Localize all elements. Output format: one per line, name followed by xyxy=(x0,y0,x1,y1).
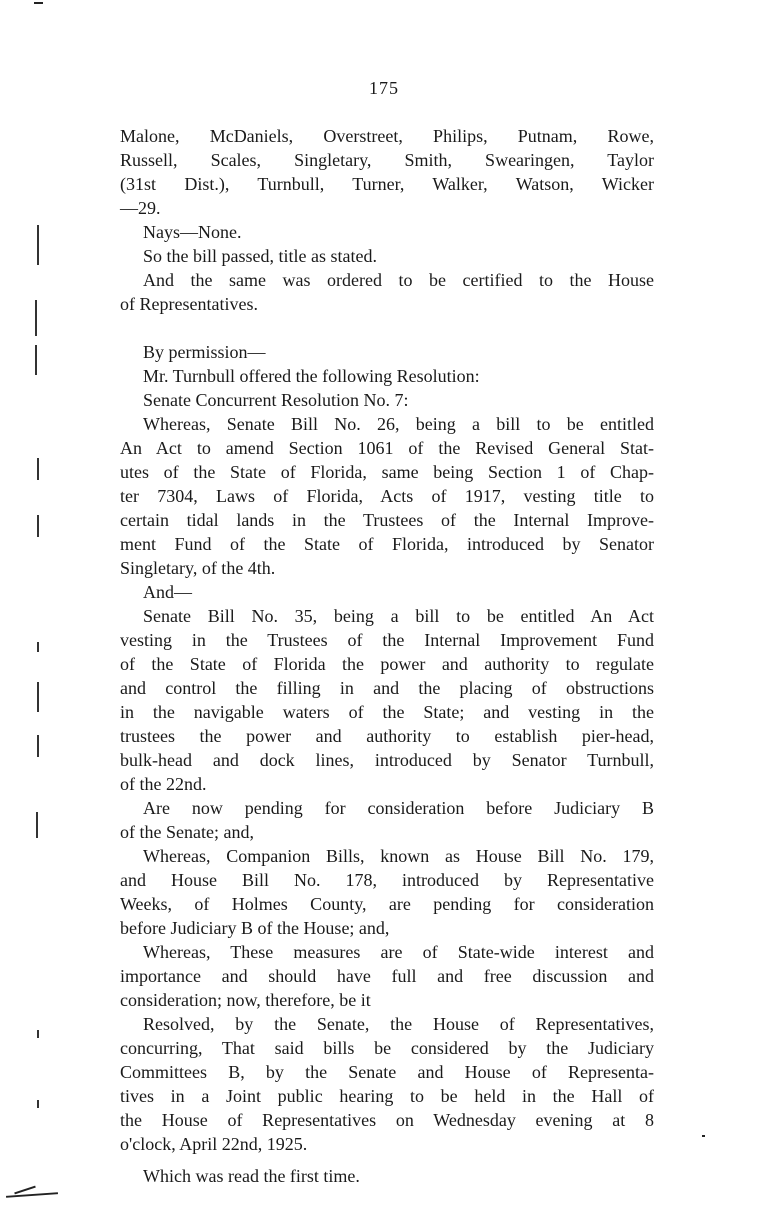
margin-line-mark xyxy=(35,300,37,336)
body-line: Senate Concurrent Resolution No. 7: xyxy=(143,390,409,410)
body-line: of the 22nd. xyxy=(120,774,207,794)
body-line: of the State of Florida the power and authority to regulate xyxy=(120,654,654,674)
body-line: —29. xyxy=(120,198,161,218)
body-line: Nays—None. xyxy=(143,222,242,242)
body-line: o'clock, April 22nd, 1925. xyxy=(120,1134,308,1154)
body-line: and House Bill No. 178, introduced by Representative xyxy=(120,870,654,890)
body-line: Are now pending for consideration before Judiciary B xyxy=(143,798,654,818)
body-line: Whereas, Companion Bills, known as House Bill No. 179, xyxy=(143,846,654,866)
margin-line-mark xyxy=(37,642,39,652)
body-line: concurring, That said bills be considered by the Judiciary xyxy=(120,1038,654,1058)
body-line: Which was read the first time. xyxy=(143,1166,360,1186)
body-line: ment Fund of the State of Florida, introduced by Senator xyxy=(120,534,654,554)
body-line: Mr. Turnbull offered the following Resolution: xyxy=(143,366,480,386)
margin-line-mark xyxy=(37,682,39,712)
body-line: So the bill passed, title as stated. xyxy=(143,246,377,266)
body-line: consideration; now, therefore, be it xyxy=(120,990,371,1010)
body-line: And the same was ordered to be certified to the House xyxy=(143,270,654,290)
margin-line-mark xyxy=(37,458,39,480)
body-line: vesting in the Trustees of the Internal Improvement Fund xyxy=(120,630,654,650)
body-line: utes of the State of Florida, same being Section 1 of Chap- xyxy=(120,462,654,482)
margin-line-mark xyxy=(37,225,39,265)
page-number: 175 xyxy=(369,78,399,98)
body-line: (31st Dist.), Turnbull, Turner, Walker, Watson, Wicker xyxy=(120,174,654,194)
body-line: bulk-head and dock lines, introduced by Senator Turnbull, xyxy=(120,750,654,770)
margin-line-mark xyxy=(37,515,39,537)
body-line: Malone, McDaniels, Overstreet, Philips, Putnam, Rowe, xyxy=(120,126,654,146)
body-line: Senate Bill No. 35, being a bill to be entitled An Act xyxy=(143,606,654,626)
body-line: tives in a Joint public hearing to be held in the Hall of xyxy=(120,1086,654,1106)
body-line: Singletary, of the 4th. xyxy=(120,558,276,578)
body-line: By permission— xyxy=(143,342,266,362)
body-line: importance and should have full and free discussion and xyxy=(120,966,654,986)
page-body xyxy=(120,124,654,1188)
body-line: And— xyxy=(143,582,192,602)
body-line: Resolved, by the Senate, the House of Representatives, xyxy=(143,1014,654,1034)
body-line: and control the filling in and the placing of obstructions xyxy=(120,678,654,698)
body-line: Whereas, These measures are of State-wide interest and xyxy=(143,942,654,962)
body-line: trustees the power and authority to establish pier-head, xyxy=(120,726,654,746)
corner-dash-mark xyxy=(34,2,43,4)
body-line: of the Senate; and, xyxy=(120,822,254,842)
margin-line-mark xyxy=(37,735,39,757)
body-line: ter 7304, Laws of Florida, Acts of 1917, vesting title to xyxy=(120,486,654,506)
margin-line-mark xyxy=(35,345,37,375)
body-line: Russell, Scales, Singletary, Smith, Swearingen, Taylor xyxy=(120,150,654,170)
body-line: certain tidal lands in the Trustees of the Internal Improve- xyxy=(120,510,654,530)
body-line: An Act to amend Section 1061 of the Revised General Stat- xyxy=(120,438,654,458)
body-line: Committees B, by the Senate and House of Representa- xyxy=(120,1062,654,1082)
body-line: before Judiciary B of the House; and, xyxy=(120,918,390,938)
margin-dot-mark xyxy=(702,1135,705,1137)
body-line: Weeks, of Holmes County, are pending for consideration xyxy=(120,894,654,914)
margin-line-mark xyxy=(37,1030,39,1038)
body-line: the House of Representatives on Wednesday evening at 8 xyxy=(120,1110,654,1130)
margin-line-mark xyxy=(36,812,38,838)
body-line: in the navigable waters of the State; and vesting in the xyxy=(120,702,654,722)
body-line: of Representatives. xyxy=(120,294,258,314)
body-line: Whereas, Senate Bill No. 26, being a bill to be entitled xyxy=(143,414,654,434)
margin-line-mark xyxy=(37,1100,39,1108)
